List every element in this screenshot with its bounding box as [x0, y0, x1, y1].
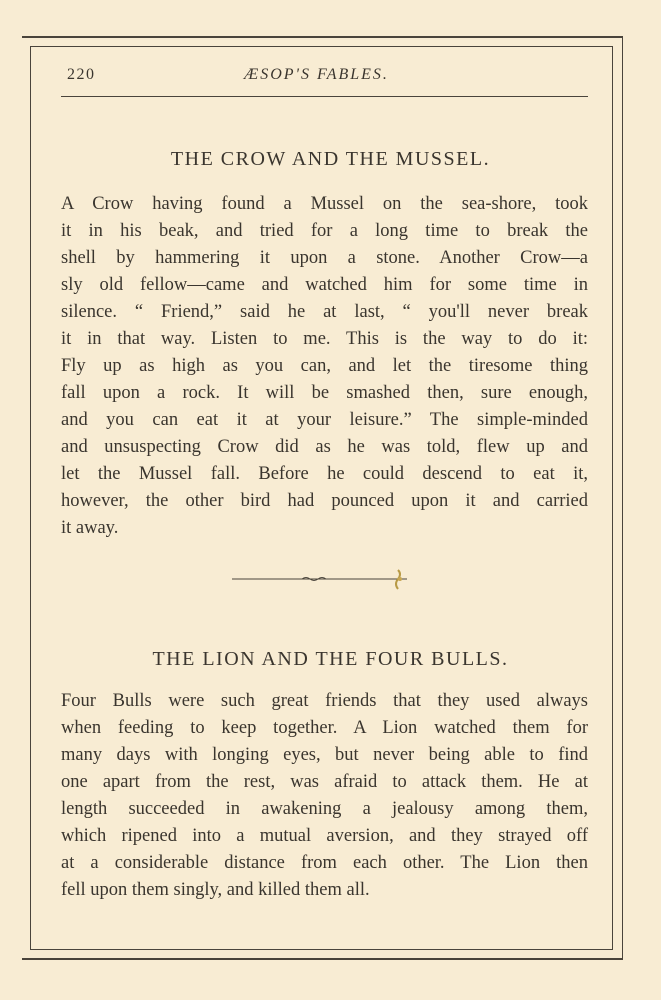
frame-top-outer-rule: [22, 36, 623, 38]
text-line: fell upon them singly, and killed them all.: [61, 880, 370, 900]
text-line: let the Mussel fall. Before he could descend to eat it,: [61, 464, 588, 484]
text-line: Four Bulls were such great friends that they used always: [61, 691, 588, 711]
text-line: silence. “ Friend,” said he at last, “ you'll never break: [61, 302, 588, 322]
frame-top-inner-rule: [30, 46, 613, 47]
text-line: shell by hammering it upon a stone. Another Crow—a: [61, 248, 588, 268]
frame-right-rule: [612, 46, 613, 950]
fable-body-lion-bulls: [61, 688, 588, 904]
text-line: A Crow having found a Mussel on the sea-shore, took: [61, 194, 588, 214]
ornament-divider: [232, 566, 417, 590]
page-number: 220: [67, 66, 96, 83]
header-rule: [61, 96, 588, 97]
text-line: it in that way. Listen to me. This is the way to do it:: [61, 329, 588, 349]
fable-body-crow-mussel: [61, 191, 588, 542]
text-line: which ripened into a mutual aversion, and they strayed off: [61, 826, 588, 846]
text-line: it in his beak, and tried for a long time to break the: [61, 221, 588, 241]
running-head: [0, 66, 661, 90]
fable-title-lion-bulls: THE LION AND THE FOUR BULLS.: [152, 648, 509, 670]
text-line: many days with longing eyes, but never being able to find: [61, 745, 588, 765]
text-line: however, the other bird had pounced upon it and carried: [61, 491, 588, 511]
fable-title-crow-mussel: THE CROW AND THE MUSSEL.: [170, 148, 491, 170]
text-line: at a considerable distance from each other. The Lion then: [61, 853, 588, 873]
frame-right-outer-rule: [622, 36, 623, 960]
frame-bottom-outer-rule: [22, 958, 623, 960]
text-line: when feeding to keep together. A Lion watched them for: [61, 718, 588, 738]
frame-bottom-inner-rule: [30, 949, 613, 950]
text-line: it away.: [61, 518, 119, 538]
running-title: ÆSOP'S FABLES.: [244, 66, 389, 83]
text-line: fall upon a rock. It will be smashed then, sure enough,: [61, 383, 588, 403]
frame-left-rule: [30, 46, 31, 950]
text-line: and you can eat it at your leisure.” The simple-minded: [61, 410, 588, 430]
text-line: length succeeded in awakening a jealousy among them,: [61, 799, 588, 819]
text-line: sly old fellow—came and watched him for some time in: [61, 275, 588, 295]
text-line: Fly up as high as you can, and let the tiresome thing: [61, 356, 588, 376]
text-line: one apart from the rest, was afraid to attack them. He at: [61, 772, 588, 792]
text-line: and unsuspecting Crow did as he was told, flew up and: [61, 437, 588, 457]
